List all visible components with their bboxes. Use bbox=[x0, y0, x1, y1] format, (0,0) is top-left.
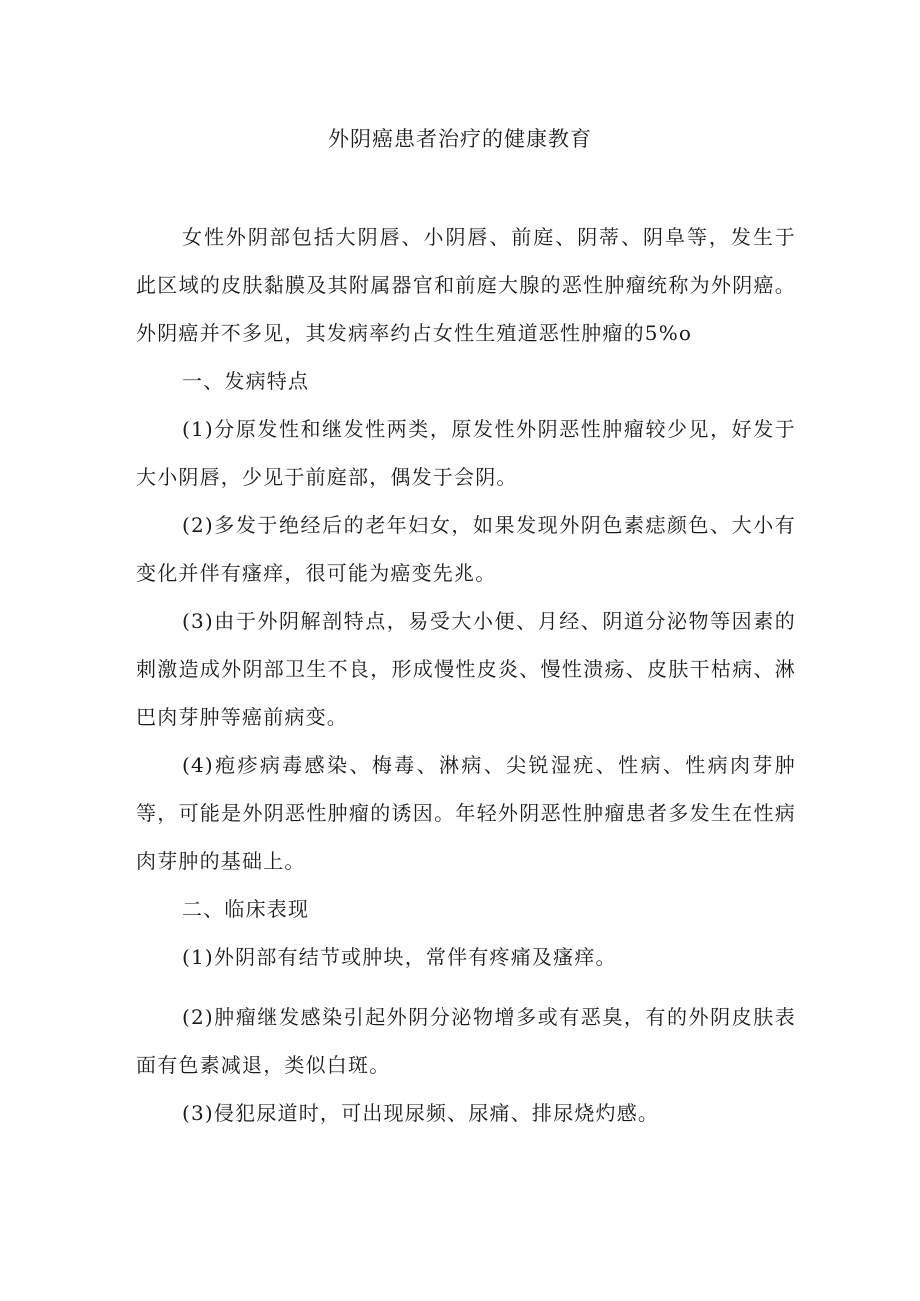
section-heading-onset: 一、发病特点 bbox=[182, 369, 310, 393]
clinical-item-1: (1)外阴部有结节或肿块，常伴有疼痛及瘙痒。 bbox=[182, 945, 617, 969]
section-heading-clinical: 二、临床表现 bbox=[182, 897, 310, 921]
onset-item-4: (4)疱疹病毒感染、梅毒、淋病、尖锐湿疣、性病、性病肉芽肿等，可能是外阴恶性肿瘤的诱因。年轻外阴恶性肿瘤患者多发生在性病肉芽肿的基础上。 bbox=[136, 753, 796, 873]
onset-item-2: (2)多发于绝经后的老年妇女，如果发现外阴色素痣颜色、大小有变化并伴有瘙痒，很可能为癌变先兆。 bbox=[136, 513, 796, 585]
onset-item-1: (1)分原发性和继发性两类，原发性外阴恶性肿瘤较少见，好发于大小阴唇，少见于前庭部，偶发于会阴。 bbox=[136, 417, 796, 489]
onset-item-3: (3)由于外阴解剖特点，易受大小便、月经、阴道分泌物等因素的刺激造成外阴部卫生不良，形成慢性皮炎、慢性溃疡、皮肤干枯病、淋巴肉芽肿等癌前病变。 bbox=[136, 609, 796, 729]
intro-paragraph: 女性外阴部包括大阴唇、小阴唇、前庭、阴蒂、阴阜等，发生于此区域的皮肤黏膜及其附属器官和前庭大腺的恶性肿瘤统称为外阴癌。外阴癌并不多见，其发病率约占女性生殖道恶性肿瘤的5%o bbox=[136, 225, 796, 345]
document-title: 外阴癌患者治疗的健康教育 bbox=[328, 127, 592, 151]
clinical-item-2: (2)肿瘤继发感染引起外阴分泌物增多或有恶臭，有的外阴皮肤表面有色素减退，类似白斑。 bbox=[136, 1005, 796, 1077]
clinical-item-3: (3)侵犯尿道时，可出现尿频、尿痛、排尿烧灼感。 bbox=[182, 1101, 660, 1125]
document-body bbox=[136, 213, 796, 1137]
